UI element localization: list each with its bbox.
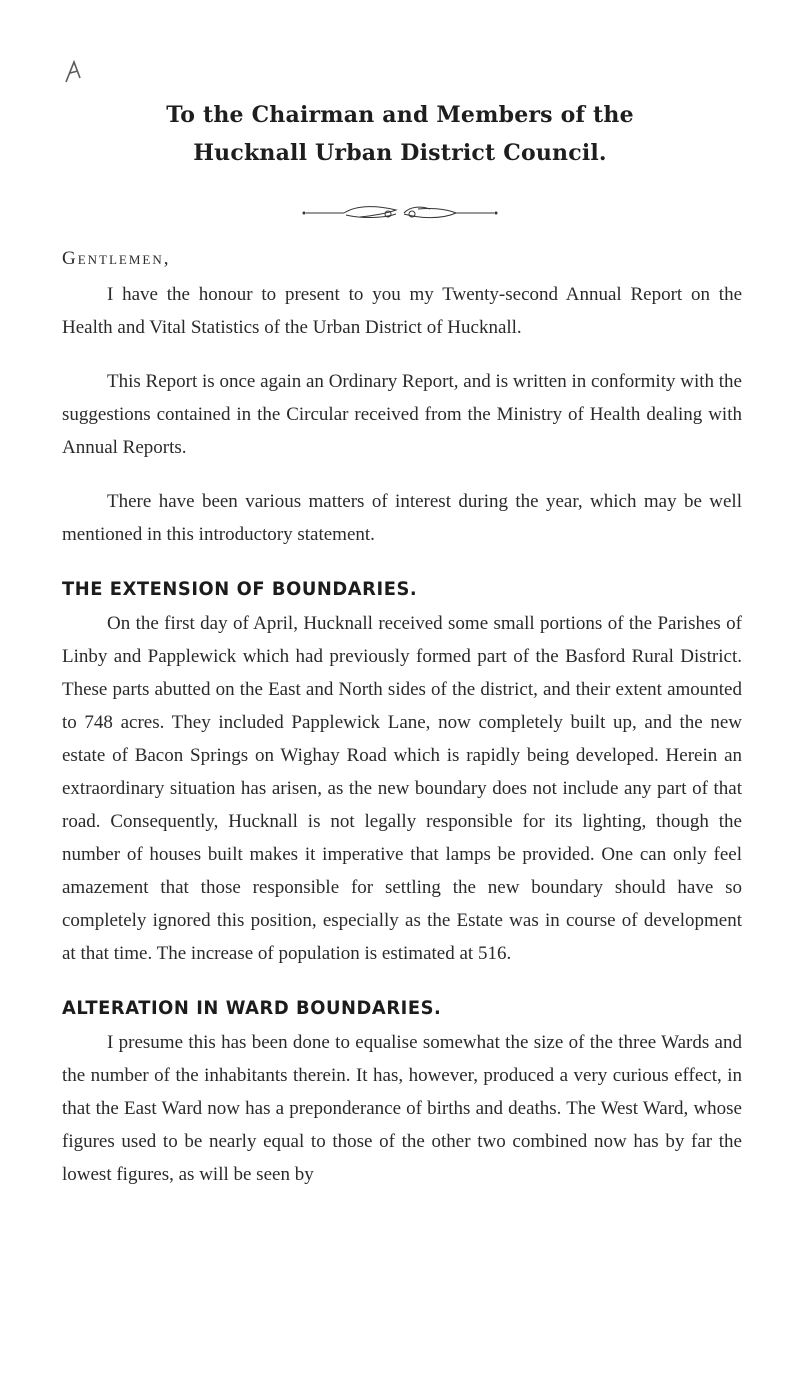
intro-paragraph: I have the honour to present to you my Twenty-second Annual Report on the Health and Vital Statistics of the Urban District of Hucknall. (62, 284, 742, 338)
section-paragraph: I presume this has been done to equalise somewhat the size of the three Wards and the number of the inhabitants therein. It has, however, produced a very curious effect, in that the East Ward now has a preponderance of births and deaths. The West Ward, whose figures used to be nearly equal to those of the other two combined now has by far the lowest figures, as will be seen by (62, 1032, 742, 1185)
intro-paragraph: This Report is once again an Ordinary Report, and is written in conformity with the suggestions contained in the Circular received from the Ministry of Health dealing with Annual Reports. (62, 371, 742, 458)
section-heading: ALTERATION IN WARD BOUNDARIES. (62, 997, 442, 1019)
section-heading: THE EXTENSION OF BOUNDARIES. (62, 578, 418, 600)
report-body (62, 242, 742, 1212)
salutation: Gentlemen, (62, 248, 171, 269)
intro-paragraph: There have been various matters of interest during the year, which may be well mentioned in this introductory statement. (62, 491, 742, 545)
section-paragraph: On the first day of April, Hucknall received some small portions of the Parishes of Linby and Papplewick which had previously formed part of the Basford Rural District. These parts abutted on the East and North sides of the district, and their extent amounted to 748 acres. They included Papplewick Lane, now completely built up, and the new estate of Bacon Springs on Wighay Road which is rapidly being developed. Herein an extraordinary situation has arisen, as the new boundary does not include any part of that road. Consequently, Hucknall is not legally responsible for its lighting, though the number of houses built makes it imperative that lamps be provided. One can only feel amazement that those responsible for settling the new boundary should have so completely ignored this position, especially as the Estate was in course of development at that time. The increase of population is estimated at 516. (62, 613, 742, 964)
pencil-mark-icon (62, 58, 86, 84)
ornament-divider-icon (300, 200, 500, 226)
title-line-2: Hucknall Urban District Council. (193, 140, 607, 166)
title-line-1: To the Chairman and Members of the (166, 102, 634, 128)
